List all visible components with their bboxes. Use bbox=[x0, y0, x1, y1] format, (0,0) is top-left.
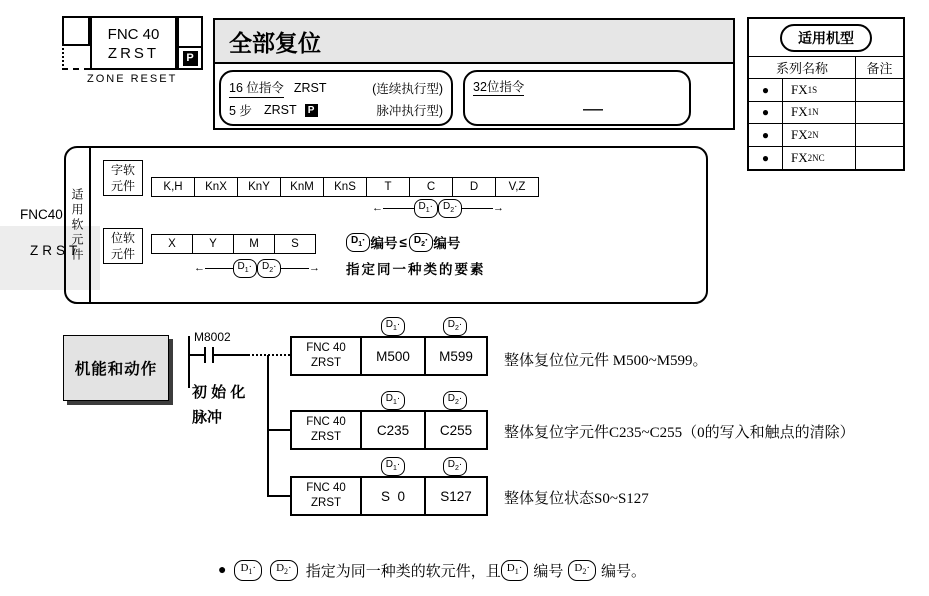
operand-cell: S127 bbox=[424, 478, 486, 514]
contact-bar-icon bbox=[204, 347, 206, 363]
instruction-block bbox=[290, 410, 488, 450]
device-cell: T bbox=[366, 177, 410, 197]
devices-vertical-label: 适用软元件 bbox=[66, 148, 91, 302]
header-corner-cell bbox=[62, 16, 90, 46]
arrow-left-icon: ← bbox=[372, 201, 383, 214]
model-remark bbox=[856, 79, 903, 101]
d1-pill: $D_1\cdot$ bbox=[501, 560, 529, 580]
word-device-label: 字软 元件 bbox=[103, 160, 143, 196]
arrow-line bbox=[281, 268, 309, 269]
branch-stub bbox=[267, 429, 290, 431]
header-right-top-cell bbox=[177, 16, 203, 48]
mnemonic-steps: ZRST bbox=[263, 103, 297, 117]
arrow-line bbox=[205, 268, 233, 269]
bit-range-arrow bbox=[194, 260, 320, 276]
margin-fnc-label: FNC40 bbox=[20, 207, 63, 222]
device-cell: M bbox=[233, 234, 275, 254]
device-cell: S bbox=[274, 234, 316, 254]
rung-description: 整体复位状态S0~S127 bbox=[504, 491, 649, 507]
fnc-cell: FNC 40 ZRST bbox=[292, 338, 362, 374]
d2-pill: $D_2\cdot$ bbox=[443, 457, 467, 476]
dashed-border-vertical bbox=[62, 48, 64, 70]
model-name: FX 2NC bbox=[783, 147, 856, 170]
d1-pill: $D_1\cdot$ bbox=[414, 199, 438, 218]
leq-symbol: ≤ bbox=[399, 234, 407, 250]
d1-pill: $D_1\cdot$ bbox=[234, 560, 262, 580]
rung-description: 整体复位位元件 M500~M599。 bbox=[504, 353, 708, 369]
model-remark bbox=[856, 147, 903, 170]
models-title: 适用机型 bbox=[780, 24, 872, 52]
rung-description: 整体复位字元件C235~C255（0的写入和触点的清除） bbox=[504, 425, 855, 441]
model-name: FX 2N bbox=[783, 124, 856, 146]
contact-caption-line1: 初 始 化 bbox=[192, 384, 246, 401]
model-remark bbox=[856, 102, 903, 124]
models-table bbox=[747, 17, 905, 171]
pulse-badge-icon: P bbox=[183, 51, 198, 66]
bullet-icon: ● bbox=[749, 147, 783, 170]
operand-pill-row bbox=[362, 317, 486, 336]
arrow-right-icon: → bbox=[309, 261, 320, 274]
footnote-num2: 编号。 bbox=[601, 564, 647, 580]
d1-pill: $D_1\cdot$ bbox=[346, 233, 370, 252]
bullet-icon: ● bbox=[749, 102, 783, 124]
device-cell: K,H bbox=[151, 177, 195, 197]
rung-line bbox=[190, 354, 204, 356]
bullet-icon: ● bbox=[749, 79, 783, 101]
type-continuous: (连续执行型) bbox=[372, 82, 443, 96]
device-cell: KnS bbox=[323, 177, 367, 197]
margin-mnemonic-label: ZRST bbox=[30, 243, 82, 258]
function-operation-label: 机能和动作 bbox=[63, 335, 169, 401]
d2-pill: $D_2\cdot$ bbox=[443, 391, 467, 410]
rung-line bbox=[214, 354, 248, 356]
word-device-row bbox=[152, 177, 539, 197]
arrow-right-icon: → bbox=[493, 201, 504, 214]
pulse-badge-small-icon: P bbox=[305, 104, 318, 117]
fnc-cell: FNC 40 ZRST bbox=[292, 412, 362, 448]
header-right-bottom-cell bbox=[177, 46, 203, 70]
mnemonic: ZRST bbox=[107, 45, 160, 62]
fnc-number: FNC 40 bbox=[107, 26, 160, 43]
label-16bit: 16 位指令 bbox=[229, 78, 284, 98]
col-header-series: 系列名称 bbox=[749, 57, 856, 78]
ladder-left-rail bbox=[188, 336, 190, 388]
bullet-icon: ● bbox=[218, 562, 227, 578]
d1-pill: $D_1\cdot$ bbox=[381, 457, 405, 476]
not-available-dash: — bbox=[583, 98, 603, 120]
d1-pill: $D_1\cdot$ bbox=[381, 391, 405, 410]
format-16bit-box bbox=[219, 70, 453, 126]
d1-pill: $D_1\cdot$ bbox=[381, 317, 405, 336]
steps-label: 5 步 bbox=[229, 104, 252, 118]
operand-cell: M500 bbox=[376, 348, 410, 364]
d2-pill: $D_2\cdot$ bbox=[270, 560, 298, 580]
device-cell: D bbox=[452, 177, 496, 197]
device-cell: V,Z bbox=[495, 177, 539, 197]
operand-cell: S 0 bbox=[380, 488, 405, 504]
operand-pill-row bbox=[362, 457, 486, 476]
devices-panel bbox=[64, 146, 708, 304]
word-range-arrow bbox=[372, 200, 504, 216]
footnote-text: 指定为同一种类的软元件，且 bbox=[305, 564, 501, 580]
mnemonic-16bit: ZRST bbox=[293, 81, 327, 95]
instruction-block bbox=[290, 336, 488, 376]
device-cell: KnX bbox=[194, 177, 238, 197]
footnote bbox=[218, 560, 646, 581]
contact-label: M8002 bbox=[194, 330, 231, 344]
device-cell: C bbox=[409, 177, 453, 197]
col-header-remark: 备注 bbox=[866, 61, 893, 76]
contact-caption-line2: 脉冲 bbox=[192, 409, 223, 426]
d2-pill: $D_2\cdot$ bbox=[568, 560, 596, 580]
operand-pill-row bbox=[362, 391, 486, 410]
fnc-cell: FNC 40 ZRST bbox=[292, 478, 362, 514]
dashed-border-horizontal bbox=[62, 68, 90, 70]
device-cell: X bbox=[151, 234, 193, 254]
format-32bit-box bbox=[463, 70, 691, 126]
operand-cell: M599 bbox=[424, 338, 486, 374]
model-remark bbox=[856, 124, 903, 146]
arrow-left-icon: ← bbox=[194, 261, 205, 274]
bit-device-row bbox=[152, 234, 316, 254]
d2-pill: $D_2\cdot$ bbox=[443, 317, 467, 336]
branch-line bbox=[267, 355, 269, 496]
bit-device-label: 位软 元件 bbox=[103, 228, 143, 264]
device-cell: KnM bbox=[280, 177, 324, 197]
label-32bit: 32位指令 bbox=[473, 80, 525, 94]
numbering-rule-text: $D_1\cdot$ 编号 ≤ $D_2\cdot$ 编号 bbox=[346, 232, 460, 252]
device-cell: KnY bbox=[237, 177, 281, 197]
d2-pill: $D_2\cdot$ bbox=[409, 233, 433, 252]
footnote-num1: 编号 bbox=[533, 564, 564, 580]
d1-pill: $D_1\cdot$ bbox=[233, 259, 257, 278]
zone-reset-caption: ZONE RESET bbox=[87, 73, 178, 85]
type-pulse: 脉冲执行型) bbox=[376, 104, 443, 118]
bullet-icon: ● bbox=[749, 124, 783, 146]
operand-cell: C255 bbox=[424, 412, 486, 448]
d2-pill: $D_2\cdot$ bbox=[257, 259, 281, 278]
arrow-line bbox=[383, 208, 414, 209]
fnc-mnemonic-box bbox=[90, 16, 177, 70]
d2-pill: $D_2\cdot$ bbox=[438, 199, 462, 218]
model-name: FX 1S bbox=[783, 79, 856, 101]
operand-cell: C235 bbox=[376, 422, 410, 438]
instruction-block bbox=[290, 476, 488, 516]
page-title: 全部复位 bbox=[213, 18, 735, 64]
device-cell: Y bbox=[192, 234, 234, 254]
model-name: FX 1N bbox=[783, 102, 856, 124]
arrow-line bbox=[462, 208, 493, 209]
same-type-rule-text: 指定同一种类的要素 bbox=[346, 262, 486, 277]
rung-dashed-line bbox=[248, 354, 290, 356]
branch-stub bbox=[267, 495, 290, 497]
